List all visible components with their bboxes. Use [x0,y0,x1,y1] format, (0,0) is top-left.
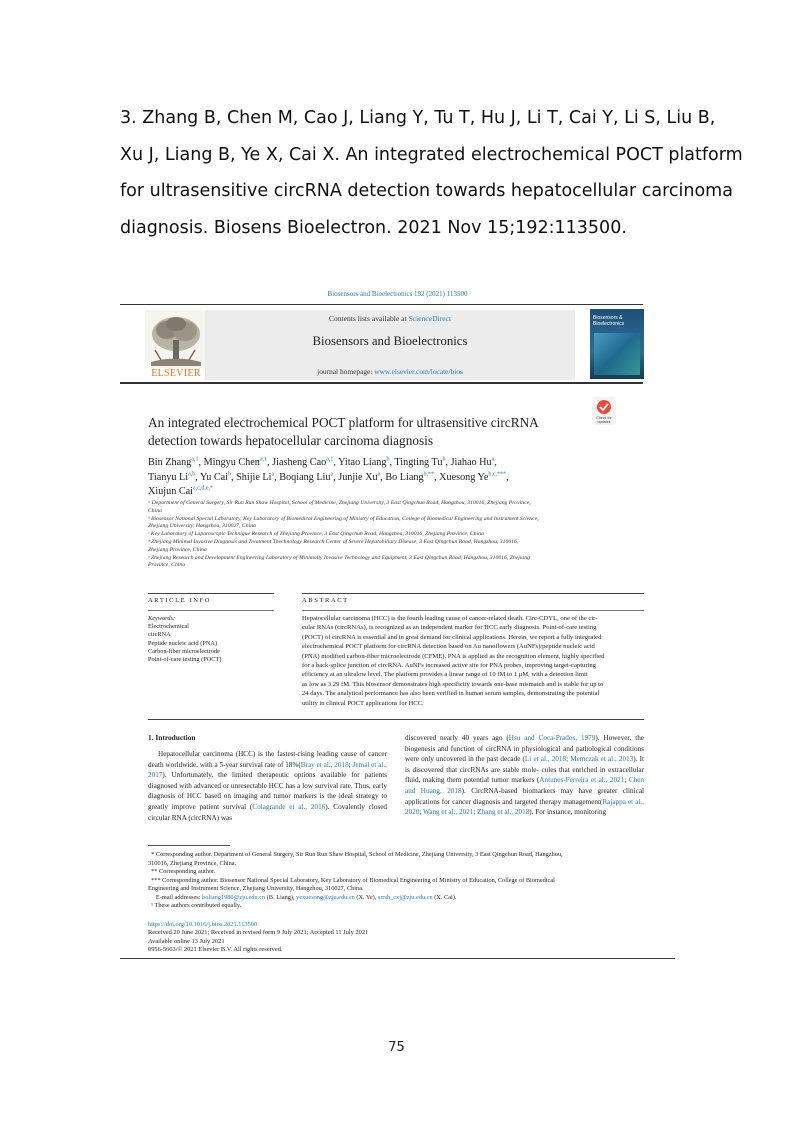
cover-title: Biosensors & Bioelectronics [593,315,625,327]
text-run: E-mail addresses: [148,893,203,901]
abstract-text [302,614,644,708]
affiliation-line: ᶜ Key Laboratory of Laparoscopic Technique Research of Zhejiang Province, 3 East Qingchun Road, Hangzhou, 310016, Zhejiang Province, China [148,531,484,538]
affiliation-line: ᵉ Zhejiang Research and Development Engineering Laboratory of Minimally Invasive Technology and Equipment, 3 East Qingchun Road, Hangzhou, 310016, Zhejiang [148,554,530,561]
text-run: ). CircRNA-based biomarkers may have greater clinical applications for cancer diagnosis and targeted therapy management( [405,786,645,806]
affiliation-line: ᵇ Biosensor National Special Laboratory, Key Laboratory of Biomedical Engineering of Ministry of Education, College of Biomedical Engineering and Instrument Science, [148,515,539,522]
author-affiliation-marker[interactable]: b [228,471,232,478]
footnote-line [148,877,648,886]
footnote-line [148,902,648,911]
author-name: Junjie Xu [338,471,378,483]
abstract-bottom-rule [148,719,644,720]
page-number: 75 [388,1040,405,1055]
reference-link[interactable]: Colagrande et al., 2016 [252,802,326,811]
author-line [148,485,578,500]
text-run: ; [566,755,571,764]
author-affiliation-marker[interactable]: a [330,471,334,478]
article-title [148,414,593,450]
author-name: Jiasheng Cao [272,457,327,468]
text-run: * Corresponding author. Department of General Surgery, Sir Run Run Shaw Hospital, School of Medicine, Zhejiang University, 3 East Qingchun Road, Hangzhou, [148,851,563,858]
affiliations [148,500,644,570]
reference-link[interactable]: Jemal et al., 2017 [148,760,387,780]
publication-info [148,921,644,955]
author-name: Tianyu Li [148,471,189,483]
reference-link[interactable]: Antunes-Ferreira et al., 2021 [539,776,625,785]
author-list [148,456,578,500]
contents-line: Contents lists available at ScienceDirect [328,314,452,323]
article-title-line: detection towards hepatocellular carcinoma diagnosis [148,433,434,448]
author-separator: , [274,471,280,483]
cover-artwork [594,333,640,375]
article-title-line: An integrated electrochemical POCT platform for ultrasensitive circRNA [148,415,539,430]
text-run: ; [473,808,478,817]
reference-link[interactable]: Hsu and Coca-Prados, 1979 [508,734,596,742]
abstract-line: for a back-splice junction of circRNA. AuNFs increased active site for PNA probes, improving target-capturing [302,662,596,670]
journal-header-box [205,310,575,380]
reference-link[interactable]: srrsh_cxj@zju.edu.cn [377,893,433,901]
introduction-left-column [148,749,387,823]
text-run: ** Corresponding author. [148,868,216,875]
keyword-item: Point-of-care testing (POCT) [148,656,222,664]
keyword-item: circRNA [148,631,171,639]
homepage-link[interactable]: www.elsevier.com/locate/bios [374,367,463,376]
author-affiliation-marker[interactable]: a [271,471,275,478]
footnote-line [148,868,648,877]
available-online: Available online 13 July 2021 [148,937,225,945]
paragraph [148,749,387,823]
keywords-block [148,615,274,664]
author-separator: , [380,471,386,483]
abstract-line: as low as 3.29 fM. This biosensor demonstrates high specificity towards one-base mismatch and is stable for up to [302,680,604,688]
footnote-line [148,894,648,903]
author-affiliation-marker[interactable]: a [491,456,495,463]
author-affiliation-marker[interactable]: b,c,*** [488,471,507,478]
author-line [148,471,578,486]
keyword-item: Peptide nucleic acid (PNA) [148,639,218,647]
text-run: ). However, the biogenesis and function of circRNA in physiological and pathological conditions were only uncovered in the past decade ( [405,734,645,764]
issn-copyright: 0956-5663/© 2021 Elsevier B.V. All rights reserved. [148,946,283,954]
text-run: (X. Ye), [354,893,378,901]
received-dates: Received 20 June 2021; Received in revised form 9 July 2021; Accepted 11 July 2021 [148,929,369,937]
paragraph [405,733,644,818]
author-affiliation-marker[interactable]: b [386,456,390,463]
abstract-line: utility in clinical POCT applications for HCC. [302,699,424,707]
author-affiliation-marker[interactable]: b,** [423,471,435,478]
author-affiliation-marker[interactable]: b [442,456,446,463]
footnotes [148,851,648,911]
abstract-line: cular RNAs (circRNAs), is recognized as an independent marker for HCC early diagnosis. Point-of-care testing [302,624,597,632]
author-separator: , [195,471,200,483]
author-line [148,456,578,471]
journal-name: Biosensors and Bioelectronics [312,334,468,348]
author-separator: , [445,457,451,468]
elsevier-wordmark: ELSEVIER [145,368,207,380]
text-run: (X. Cai). [432,893,457,901]
author-name: Mingyu Chen [203,457,260,468]
citation-paragraph [120,100,743,246]
affiliation-line: Zhejiang Province, China [148,546,207,553]
reference-link[interactable]: Bray et al., 2018 [300,760,349,769]
abstract-line: (PNA) modified carbon-fiber microelectrode (CFME). PNA is applied as the recognition element, highly specified [302,652,605,660]
author-affiliation-marker[interactable]: a [377,471,381,478]
author-separator: , [198,457,204,468]
author-separator: , [231,471,237,483]
author-name: Xiujun Cai [148,486,193,497]
author-separator: , [494,457,497,468]
author-affiliation-marker[interactable]: a,1 [259,456,268,463]
header-top-rule [120,304,643,305]
elsevier-logo [145,310,207,380]
article-info-top-rule [148,593,274,594]
reference-link[interactable]: yexuesong@zju.edu.cn [296,893,355,901]
reference-link[interactable]: Li et al., 2018 [524,755,567,764]
sciencedirect-link[interactable]: ScienceDirect [408,314,452,323]
check-for-updates-label: Check for updates [596,416,612,424]
abstract-rule [302,610,644,611]
author-name: Jiahao Hu [450,457,492,468]
journal-cover [590,309,644,379]
abstract-heading: ABSTRACT [302,597,349,604]
header-bottom-rule [120,382,643,384]
citation-line: for ultrasensitive circRNA detection towards hepatocellular carcinoma [120,181,733,201]
introduction-heading: 1. Introduction [148,733,196,742]
journal-reference: Biosensors and Bioelectronics 192 (2021) 113500 [327,290,468,298]
text-run: ). Unfortunately, the limited therapeutic options available for patients diagnosed with advanced or unresectable HCC has a low survival rate. Thus, early diagnosis of HCC based on imaging and tumor markers is the ideal strategy to greatly improve patient survival ( [148,771,387,811]
text-run: 310016, Zhejiang Province, China. [148,859,237,867]
text-run: ; [348,760,353,769]
reference-link[interactable]: Zhang et al., 2018 [477,808,530,817]
author-separator: , [506,471,509,483]
citation-line: diagnosis. Biosens Bioelectron. 2021 Nov 15;192:113500. [120,217,627,238]
abstract-top-rule [302,593,644,594]
affiliation-line: ᵃ Department of General Surgery, Sir Run Run Shaw Hospital, School of Medicine, Zhejiang University, 3 East Qingchun Road, Hangzhou, 310016, Zhejiang Province, [148,500,531,506]
affiliation-line: Province, China [148,562,186,569]
keyword-item: Carbon-fiber microelectrode [148,647,220,655]
author-name: Boqiang Liu [279,471,331,483]
author-affiliation-marker[interactable]: a,1 [191,456,199,463]
author-separator: , [333,471,339,483]
abstract-line: (POCT) of circRNA is essential and in great demand for clinical applications. Herein, we report a fully integrated [302,633,602,641]
author-separator: , [434,471,440,483]
citation-line: Xu J, Liang B, Ye X, Cai X. An integrated electrochemical POCT platform [120,144,743,165]
text-run: Hepatocellular carcinoma (HCC) is the fastest-rising leading cause of cancer death worldwide, with a 5-year survival rate of 18%( [148,750,387,769]
text-run: discovered nearly 40 years ago ( [405,734,509,742]
footnote-line [148,851,648,860]
footnote-separator [148,845,230,846]
author-affiliation-marker[interactable]: a,1 [326,456,334,463]
author-separator: , [267,457,273,468]
author-affiliation-marker[interactable]: a,c,d,e,* [193,485,213,492]
abstract-line: Hepatocellular carcinoma (HCC) is the fourth leading cause of cancer-related death. Circ-CDYL, one of the cir- [302,615,598,622]
reference-link[interactable]: Rajappa et al., 2020 [405,797,644,817]
introduction-right-column [405,733,644,818]
homepage-line: journal homepage: www.elsevier.com/locate/bios [317,367,463,376]
keyword-item: Electrochemical [148,623,189,631]
author-name: Bo Liang [385,471,424,483]
reference-link[interactable]: Wang et al., 2021 [423,808,474,817]
text-run: (B. Liang), [265,893,297,901]
citation-line: 3. Zhang B, Chen M, Cao J, Liang Y, Tu T, Hu J, Li T, Cai Y, Li S, Liu B, [120,108,716,128]
affiliation-line: Zhejiang University, Hangzhou, 310027, China [148,523,256,530]
article-info-rule [148,610,274,611]
text-run: ). For instance, monitoring [529,808,607,817]
text-run: *** Corresponding author. Biosensor National Special Laboratory, Key Laboratory of Biomedical Engineering of Ministry of Education, College of Biomedical [148,876,555,884]
reference-link[interactable]: Chen and Huang, 2018 [405,776,644,795]
author-affiliation-marker[interactable]: a,b [188,471,196,478]
abstract-line: efficiency at an ultralow level. The platform provides a linear range of 10 fM to 1 μM, with a detection limit [302,671,588,679]
text-run: ¹ These authors contributed equally. [148,902,242,909]
text-run: ). Covalently closed circular RNA (circRNA) was [148,802,388,822]
article-info-heading: ARTICLE INFO [148,597,212,604]
author-separator: , [389,457,395,468]
doi-link[interactable]: https://doi.org/10.1016/j.bios.2021.113500 [148,921,258,928]
footnote-line [148,860,648,869]
reference-link[interactable]: boliang1986@zju.edu.cn [202,893,266,901]
author-name: Tingting Tu [394,457,443,468]
author-name: Shijie Li [236,471,272,483]
text-run: Engineering and Instrument Science, Zhejiang University, Hangzhou, 310027, China. [148,885,364,892]
author-name: Yu Cai [200,471,229,483]
affiliation-line: China [148,507,162,514]
author-name: Xuesong Ye [439,471,489,483]
page-bottom-rule [120,958,675,959]
keywords-label: Keywords: [148,615,176,622]
text-run: ; [624,776,629,785]
abstract-line: 24 days. The analytical performance has also been verified in human serum samples, demonstrating the potential [302,690,600,698]
check-for-updates-badge[interactable] [592,397,616,425]
abstract-line: electrochemical POCT platform for circRNA detection based on Au nanoflowers (AuNFs)/peptide nucleic acid [302,643,595,651]
text-run: ). It is discovered that circRNAs are stable mole- cules that enriched in extracellular fluid, making them potential tumor markers ( [405,755,645,785]
author-name: Bin Zhang [148,457,192,468]
author-separator: , [333,457,339,468]
affiliation-line: ᵈ Zhejiang Minimal Invasive Diagnosis and Treatment Thechnology Research Center of Severe Hepatobiliary Disease, 3 East Qingchun Road, Hangzhou, 310016, [148,538,519,545]
footnote-line [148,885,648,894]
reference-link[interactable]: Memczak et al., 2013 [570,755,634,764]
author-name: Yitao Liang [338,457,387,468]
text-run: ; [419,808,424,817]
